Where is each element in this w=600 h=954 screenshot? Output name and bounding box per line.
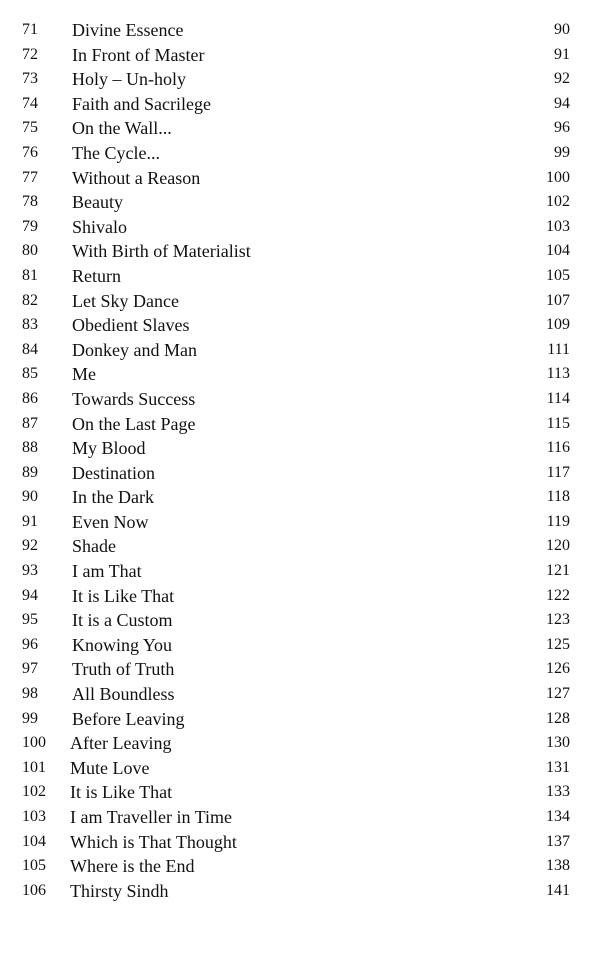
entry-number: 73 <box>22 70 38 88</box>
entry-title: On the Wall... <box>72 118 172 139</box>
entry-title: Me <box>72 364 96 385</box>
entry-number: 101 <box>22 758 46 776</box>
toc-entry <box>0 239 600 264</box>
entry-number: 99 <box>22 709 38 727</box>
toc-entry <box>0 608 600 633</box>
entry-title: Shade <box>72 536 116 557</box>
entry-number: 85 <box>22 365 38 383</box>
entry-title: Obedient Slaves <box>72 315 190 336</box>
entry-title: In Front of Master <box>72 44 205 65</box>
toc-entry <box>0 215 600 240</box>
toc-entry <box>0 166 600 191</box>
entry-number: 86 <box>22 389 38 407</box>
entry-title: Before Leaving <box>72 708 185 729</box>
entry-page-number: 94 <box>554 94 570 112</box>
entry-title: Knowing You <box>72 634 173 655</box>
entry-page-number: 125 <box>546 635 570 653</box>
entry-title: With Birth of Materialist <box>72 241 251 262</box>
entry-number: 98 <box>22 685 38 703</box>
toc-entry <box>0 780 600 805</box>
entry-number: 84 <box>22 340 38 358</box>
entry-title: Faith and Sacrilege <box>72 93 211 114</box>
entry-title: Mute Love <box>70 757 150 778</box>
entry-title: Destination <box>72 462 155 483</box>
entry-page-number: 104 <box>546 242 570 260</box>
entry-title: The Cycle... <box>72 142 160 163</box>
toc-entry <box>0 387 600 412</box>
toc-entry <box>0 707 600 732</box>
entry-title: Thirsty Sindh <box>70 880 169 901</box>
entry-title: Donkey and Man <box>72 339 197 360</box>
entry-page-number: 126 <box>546 660 570 678</box>
entry-number: 79 <box>22 217 38 235</box>
entry-number: 81 <box>22 266 38 284</box>
toc-entry <box>0 584 600 609</box>
entry-number: 76 <box>22 143 38 161</box>
toc-entry <box>0 18 600 43</box>
entry-number: 90 <box>22 488 38 506</box>
toc-entry <box>0 559 600 584</box>
entry-page-number: 120 <box>546 537 570 555</box>
toc-entry <box>0 289 600 314</box>
entry-number: 91 <box>22 512 38 530</box>
toc-entry <box>0 67 600 92</box>
toc-entry <box>0 682 600 707</box>
entry-title: My Blood <box>72 438 146 459</box>
entry-page-number: 103 <box>546 217 570 235</box>
entry-title: Where is the End <box>70 856 195 877</box>
entry-number: 95 <box>22 611 38 629</box>
entry-page-number: 123 <box>546 611 570 629</box>
entry-number: 78 <box>22 193 38 211</box>
entry-number: 104 <box>22 832 46 850</box>
entry-number: 105 <box>22 857 46 875</box>
entry-page-number: 114 <box>546 389 570 407</box>
entry-page-number: 121 <box>546 562 570 580</box>
entry-title: Beauty <box>72 192 123 213</box>
entry-page-number: 131 <box>546 758 570 776</box>
toc-entry <box>0 92 600 117</box>
toc-entry <box>0 141 600 166</box>
toc-entry <box>0 264 600 289</box>
toc-entry <box>0 43 600 68</box>
entry-number: 71 <box>22 21 38 38</box>
entry-title: Truth of Truth <box>72 659 175 680</box>
entry-page-number: 118 <box>546 488 570 506</box>
entry-title: Return <box>72 265 121 286</box>
entry-title: I am Traveller in Time <box>70 807 233 827</box>
entry-page-number: 119 <box>546 512 570 530</box>
toc-entry <box>0 485 600 510</box>
entry-page-number: 128 <box>546 709 570 727</box>
toc-entry <box>0 116 600 141</box>
entry-page-number: 111 <box>547 340 570 358</box>
toc-entry <box>0 756 600 781</box>
entry-title: Without a Reason <box>72 167 201 188</box>
entry-number: 87 <box>22 414 38 432</box>
entry-number: 93 <box>22 562 38 580</box>
entry-title: Even Now <box>72 511 149 532</box>
entry-page-number: 99 <box>554 143 570 161</box>
toc-entry <box>0 510 600 535</box>
toc-entry <box>0 313 600 338</box>
entry-page-number: 102 <box>546 193 570 211</box>
toc-entry <box>0 805 600 830</box>
entry-title: Holy – Un-holy <box>72 69 186 90</box>
entry-title: It is Like That <box>72 585 175 606</box>
entry-number: 77 <box>22 168 38 186</box>
entry-number: 102 <box>22 783 46 801</box>
entry-page-number: 109 <box>546 316 570 334</box>
entry-title: On the Last Page <box>72 413 196 434</box>
entry-title: Towards Success <box>72 388 196 409</box>
entry-number: 100 <box>22 734 46 752</box>
entry-number: 72 <box>22 45 38 63</box>
entry-page-number: 115 <box>546 414 570 432</box>
entry-title: Shivalo <box>72 216 128 237</box>
entry-page-number: 92 <box>554 70 570 88</box>
entry-number: 80 <box>22 242 38 260</box>
entry-number: 92 <box>22 537 38 555</box>
entry-page-number: 137 <box>546 832 570 850</box>
entry-page-number: 90 <box>554 21 570 38</box>
toc-entry <box>0 436 600 461</box>
entry-number: 88 <box>22 439 38 457</box>
entry-number: 83 <box>22 316 38 334</box>
entry-page-number: 138 <box>546 857 570 875</box>
entry-page-number: 122 <box>546 586 570 604</box>
entry-page-number: 134 <box>546 808 570 825</box>
entry-page-number: 141 <box>546 881 570 899</box>
toc-entry <box>0 854 600 879</box>
entry-page-number: 117 <box>546 463 570 481</box>
entry-title: Let Sky Dance <box>72 290 179 311</box>
entry-title: It is a Custom <box>72 610 173 631</box>
entry-page-number: 107 <box>546 291 570 309</box>
entry-page-number: 116 <box>546 439 570 457</box>
toc-entry <box>0 830 600 855</box>
toc-entry <box>0 362 600 387</box>
toc-entry <box>0 412 600 437</box>
toc-entry <box>0 879 600 904</box>
entry-page-number: 133 <box>546 783 570 801</box>
toc-entry <box>0 633 600 658</box>
toc-entry <box>0 190 600 215</box>
entry-number: 96 <box>22 635 38 653</box>
toc-entry <box>0 731 600 756</box>
entry-title: All Boundless <box>72 684 175 705</box>
toc-entry <box>0 338 600 363</box>
entry-page-number: 105 <box>546 266 570 284</box>
entry-page-number: 96 <box>554 119 570 137</box>
entry-number: 97 <box>22 660 38 678</box>
entry-page-number: 113 <box>546 365 570 383</box>
entry-number: 94 <box>22 586 38 604</box>
entry-title: Divine Essence <box>72 20 184 40</box>
toc-entry <box>0 461 600 486</box>
entry-page-number: 130 <box>546 734 570 752</box>
entry-title: It is Like That <box>70 782 173 803</box>
entry-page-number: 91 <box>554 45 570 63</box>
entry-page-number: 100 <box>546 168 570 186</box>
toc-entry <box>0 534 600 559</box>
entry-number: 89 <box>22 463 38 481</box>
entry-title: I am That <box>72 561 142 582</box>
entry-title: After Leaving <box>70 733 172 754</box>
toc-entry <box>0 657 600 682</box>
entry-number: 82 <box>22 291 38 309</box>
entry-title: In the Dark <box>72 487 154 508</box>
table-of-contents <box>0 18 600 903</box>
entry-title: Which is That Thought <box>70 831 237 852</box>
entry-number: 75 <box>22 119 38 137</box>
entry-number: 103 <box>22 808 46 825</box>
entry-page-number: 127 <box>546 685 570 703</box>
entry-number: 106 <box>22 881 46 899</box>
entry-number: 74 <box>22 94 38 112</box>
